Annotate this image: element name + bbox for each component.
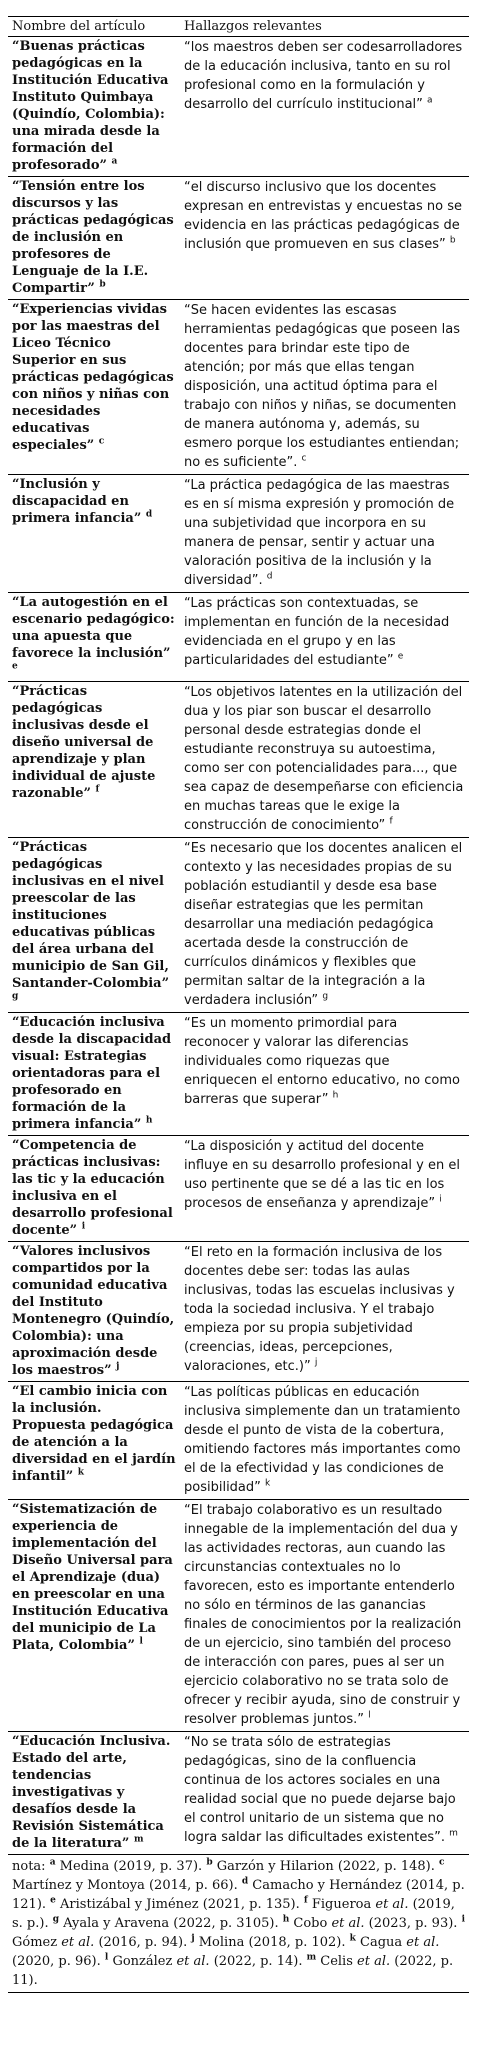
finding-quote: “No se trata sólo de estrategias pedagógicas, sino de la confluencia continua de los actores sociales en una realidad social que no puede dejarse bajo el control unitario de un sistema que no logra saldar las dificultades existentes”.	[184, 1735, 456, 1845]
note-citation: Camacho y Hernández (2014, p. 121).	[12, 1878, 465, 1912]
finding-cell	[180, 37, 469, 177]
article-title: “Tensión entre los discursos y las prácticas pedagógicas de inclusión en profesores de Lenguaje de la I.E. Compartir”	[12, 179, 174, 296]
note-label: nota:	[12, 1859, 46, 1874]
finding-quote: “los maestros deben ser codesarrolladores de la educación inclusiva, tanto en su rol profesional como en la formulación y desarrollo del currículo institucional”	[184, 40, 463, 112]
footnote-marker: f	[389, 816, 393, 827]
footnote-marker: b	[449, 235, 456, 246]
table-row	[8, 838, 469, 1013]
table-row	[8, 682, 469, 838]
finding-quote: “La disposición y actitud del docente influye en su desarrollo profesional y en el uso pertinente que se dé a las tic en los procesos de enseñanza y aprendizaje”	[184, 1139, 460, 1211]
finding-quote: “Es un momento primordial para reconocer y valorar las diferencias individuales como riquezas que enriquecen el entorno educativo, no como barreras que superar”	[184, 1016, 460, 1107]
article-title-cell	[8, 300, 180, 475]
note-citation: Gómez et al. (2016, p. 94).	[12, 1935, 192, 1950]
finding-quote: “La práctica pedagógica de las maestras es en sí misma expresión y promoción de una subjetividad que incorpora en su manera de pensar, sentir y actuar una valoración positiva de la inclusión y la diversidad”.	[184, 478, 455, 588]
article-title: “Educación inclusiva desde la discapacidad visual: Estrategias orientadoras para el profesorado en formación de la primera infancia”	[12, 1015, 172, 1132]
article-title-cell	[8, 1382, 180, 1500]
article-title-cell	[8, 37, 180, 177]
footnote-marker: j	[116, 1361, 120, 1372]
footnote-marker: a	[111, 156, 118, 167]
article-title-cell	[8, 838, 180, 1013]
note-marker: k	[349, 1933, 356, 1944]
finding-cell	[180, 682, 469, 838]
article-title: “Inclusión y discapacidad en primera infancia”	[12, 477, 146, 526]
footnote-marker: h	[332, 1090, 339, 1101]
footnote-marker: f	[95, 784, 100, 795]
footnote-marker: d	[145, 509, 153, 520]
finding-cell	[180, 1242, 469, 1382]
footnote-marker: g	[322, 991, 329, 1002]
finding-quote: “Las prácticas son contextuadas, se implementan en función de la necesidad evidenciada en el grupo y en las particularidades del estudiante”	[184, 596, 450, 668]
article-title: “Educación Inclusiva. Estado del arte, tendencias investigativas y desafíos desde la Revisión Sistemática de la literatura”	[12, 1734, 171, 1851]
note-citation: Garzón y Hilarion (2022, p. 148).	[212, 1859, 440, 1874]
articles-table	[8, 16, 469, 1855]
finding-quote: “El reto en la formación inclusiva de los docentes debe ser: todas las aulas inclusivas, todas las escuelas inclusivas y toda la sociedad inclusiva. Y el trabajo empieza por su propia subjetividad (creencias, ideas, percepciones, valoraciones, etc.)”	[184, 1245, 455, 1374]
footnote-marker: k	[77, 1467, 84, 1478]
footnote-marker: g	[12, 991, 19, 1002]
finding-cell	[180, 300, 469, 475]
finding-cell	[180, 1732, 469, 1855]
note-marker: l	[104, 1952, 109, 1963]
footnote-marker: l	[368, 1710, 371, 1721]
footnote-marker: j	[314, 1357, 318, 1368]
table-row	[8, 37, 469, 177]
footnote-marker: e	[397, 651, 404, 662]
finding-cell	[180, 1013, 469, 1136]
finding-cell	[180, 1136, 469, 1242]
finding-quote: “Es necesario que los docentes analicen el contexto y las necesidades propias de su población estudiantil y desde esa base diseñar estrategias que les permitan desarrollar una mediación pedagógica acertada desde la construcción de currículos dinámicos y flexibles que permitan saltar de la integración a la verdadera inclusión”	[184, 841, 463, 1008]
finding-cell	[180, 475, 469, 593]
table-row	[8, 1136, 469, 1242]
table-row	[8, 1500, 469, 1732]
footnote-marker: l	[139, 1636, 143, 1647]
footnote-marker: h	[145, 1115, 153, 1126]
footnote-marker: e	[12, 661, 18, 672]
article-title: “Competencia de prácticas inclusivas: las tic y la educación inclusiva en el desarrollo profesional docente”	[12, 1138, 173, 1238]
table-row	[8, 1732, 469, 1855]
note-marker: g	[52, 1914, 60, 1925]
footnote-marker: k	[265, 1478, 271, 1489]
note-citation: Celis et al. (2022, p. 11).	[12, 1954, 454, 1988]
article-title-cell	[8, 593, 180, 682]
footnote-marker: b	[99, 279, 106, 290]
note-marker: b	[206, 1857, 213, 1868]
note-marker: j	[191, 1933, 195, 1944]
article-title-cell	[8, 1732, 180, 1855]
footnote-marker: m	[133, 1834, 144, 1845]
note-marker: f	[303, 1895, 308, 1906]
table-row	[8, 593, 469, 682]
note-marker: d	[241, 1876, 249, 1887]
note-marker: c	[439, 1857, 445, 1868]
finding-cell	[180, 177, 469, 300]
note-marker: a	[49, 1857, 56, 1868]
article-title-cell	[8, 1136, 180, 1242]
article-title: “El cambio inicia con la inclusión. Propuesta pedagógica de atención a la diversidad en el jardín infantil”	[12, 1384, 176, 1484]
article-title-cell	[8, 177, 180, 300]
note-citation: Molina (2018, p. 102).	[194, 1935, 350, 1950]
article-title-cell	[8, 1500, 180, 1732]
note-citation: Ayala y Aravena (2022, p. 3105).	[59, 1916, 283, 1931]
article-title: “Valores inclusivos compartidos por la comunidad educativa del Instituto Montenegro (Quindío, Colombia): una aproximación desde los maestros”	[12, 1244, 175, 1378]
note-citation: Medina (2019, p. 37).	[55, 1859, 207, 1874]
note-citation: Cagua et al. (2020, p. 96).	[12, 1935, 440, 1969]
note-marker: e	[50, 1895, 56, 1906]
note-marker: m	[306, 1952, 317, 1963]
table-body	[8, 37, 469, 1855]
note-citation: Aristizábal y Jiménez (2021, p. 135).	[55, 1897, 304, 1912]
article-title: “Prácticas pedagógicas inclusivas en el nivel preescolar de las instituciones educativas públicas del área urbana del municipio de San Gil, Santander-Colombia”	[12, 840, 170, 991]
footnote-marker: m	[449, 1828, 458, 1839]
table-row	[8, 300, 469, 475]
note-marker: i	[461, 1914, 465, 1925]
footnote-marker: c	[98, 436, 105, 447]
article-title: “Experiencias vividas por las maestras del Liceo Técnico Superior en sus prácticas pedagógicas con niños y niñas con necesidades educativas especiales”	[12, 302, 174, 453]
finding-cell	[180, 1500, 469, 1732]
finding-quote: “Las políticas públicas en educación inclusiva simplemente dan un tratamiento desde el punto de vista de la cobertura, omitiendo factores más importantes como el de la efectividad y las condiciones de posibilidad”	[184, 1385, 461, 1495]
header-article-name: Nombre del artículo	[8, 17, 180, 37]
article-title: “La autogestión en el escenario pedagógico: una apuesta que favorece la inclusión”	[12, 595, 175, 661]
table-note	[8, 1855, 469, 1993]
footnote-marker: i	[439, 1194, 442, 1205]
note-marker: h	[282, 1914, 290, 1925]
article-title: “Prácticas pedagógicas inclusivas desde el diseño universal de aprendizaje y plan individual de ajuste razonable”	[12, 684, 156, 801]
table-header-row	[8, 17, 469, 37]
finding-quote: “el discurso inclusivo que los docentes expresan en entrevistas y encuestas no se evidencia en las prácticas pedagógicas de inclusión que promueven en sus clases”	[184, 180, 462, 252]
article-title-cell	[8, 1013, 180, 1136]
footnote-marker: d	[266, 571, 273, 582]
table-row	[8, 1013, 469, 1136]
finding-quote: “El trabajo colaborativo es un resultado innegable de la implementación del dua y las actividades rectoras, aun cuando las circunstancias contextuales no lo favorecen, esto es importante entenderlo no sólo en términos de las ganancias finales de conocimientos por la realización de un ejercicio, sino también del proceso de interacción con pares, pues al ser un ejercicio colaborativo no se trata solo de ofrecer y recibir ayuda, sino de construir y resolver problemas juntos.”	[184, 1503, 462, 1727]
note-citation: González et al. (2022, p. 14).	[108, 1954, 307, 1969]
footnote-marker: c	[301, 453, 307, 464]
finding-cell	[180, 838, 469, 1013]
table-row	[8, 475, 469, 593]
finding-cell	[180, 1382, 469, 1500]
footnote-marker: a	[427, 95, 433, 106]
table-row	[8, 1382, 469, 1500]
finding-quote: “Los objetivos latentes en la utilización del dua y los piar son buscar el desarrollo personal desde estrategias donde el estudiante reconstruya su autoestima, como ser con potencialidades para..., que sea capaz de desempeñarse con eficiencia en muchas tareas que le exige la construcción de conocimiento”	[184, 685, 464, 833]
finding-cell	[180, 593, 469, 682]
note-citation: Cobo et al. (2023, p. 93).	[289, 1916, 462, 1931]
note-citation: Martínez y Montoya (2014, p. 66).	[12, 1878, 242, 1893]
table-row	[8, 1242, 469, 1382]
table-row	[8, 177, 469, 300]
header-relevant-findings: Hallazgos relevantes	[180, 17, 469, 37]
footnote-marker: i	[81, 1221, 86, 1232]
note-citation: Figueroa et al. (2019, s. p.).	[12, 1897, 455, 1931]
finding-quote: “Se hacen evidentes las escasas herramientas pedagógicas que poseen las docentes para brindar este tipo de atención; por más que ellas tengan disposición, una actitud óptima para el trabajo con niños y niñas, se documenten de manera autónoma y, además, su esmero porque los estudiantes entiendan; no es suficiente”.	[184, 303, 461, 470]
article-title-cell	[8, 1242, 180, 1382]
article-title: “Sistematización de experiencia de implementación del Diseño Universal para el Aprendizaje (dua) en preescolar en una Institución Educativa del municipio de La Plata, Colombia”	[12, 1502, 173, 1653]
article-title-cell	[8, 475, 180, 593]
article-title-cell	[8, 682, 180, 838]
article-title: “Buenas prácticas pedagógicas en la Institución Educativa Instituto Quimbaya (Quindío, Colombia): una mirada desde la formación del profesorado”	[12, 39, 169, 173]
